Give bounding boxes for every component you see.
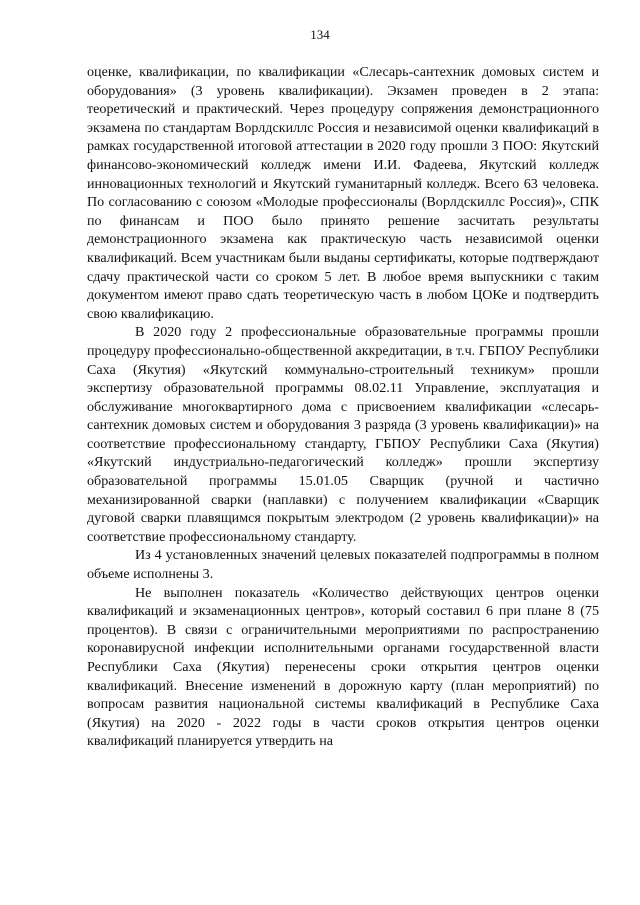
paragraph-unmet-indicator: Не выполнен показатель «Количество действующих центров оценки квалификаций и экзаменационных центров», который составил 6 при плане 8 (75 процентов). В связи с ограничительными мероприятиями по распространению коронавирусной инфекции исполнительными органами государственной власти Республики Саха (Якутия) перенесены сроки открытия центров оценки квалификаций. Внесение изменений в дорожную карту (план мероприятий) по вопросам развития национальной системы квалификаций в Республике Саха (Якутия) на 2020 - 2022 годы в части сроков открытия центров оценки квалификаций планируется утвердить на — [87, 584, 599, 750]
page-number: 134 — [310, 27, 330, 42]
paragraph-accreditation: В 2020 году 2 профессиональные образовательные программы прошли процедуру профессионально-общественной аккредитации, в т.ч. ГБПОУ Республики Саха (Якутия) «Якутский коммунально-строительный техникум» прошли экспертизу образовательной программы 08.02.11 Управление, эксплуатация и обслуживание многоквартирного дома с присвоением квалификации «слесарь-сантехник домовых систем и оборудования 3 разряда (3 уровень квалификации)» на соответствие профессиональному стандарту, ГБПОУ Республики Саха (Якутия) «Якутский индустриально-педагогический колледж» прошли экспертизу образовательной программы 15.01.05 Сварщик (ручной и частично механизированной сварки (наплавки) с получением квалификации «Сварщик дуговой сварки плавящимся покрытым электродом (2 уровень квалификации)» на соответствие профессиональному стандарту. — [87, 324, 599, 545]
paragraph-indicators-summary: Из 4 установленных значений целевых показателей подпрограммы в полном объеме исполнены 3. — [87, 547, 599, 583]
body-text — [87, 63, 599, 751]
paragraph-continuation: оценке, квалификации, по квалификации «Слесарь-сантехник домовых систем и оборудования» (3 уровень квалификации). Экзамен проведен в 2 этапа: теоретический и практический. Через процедуру сопряжения демонстрационного экзамена по стандартам Ворлдскиллс Россия и независимой оценки квалификаций в рамках государственной итоговой аттестации в 2020 году прошли 3 ПОО: Якутский финансово-экономический колледж имени И.И. Фадеева, Якутский колледж инновационных технологий и Якутский гуманитарный колледж. Всего 63 человека. По согласованию с союзом «Молодые профессионалы (Ворлдскиллс Россия)», СПК по финансам и ПОО было принято решение засчитать результаты демонстрационного экзамена как практическую часть независимой оценки квалификаций. Всем участникам были выданы сертификаты, которые подтверждают сдачу практической части со сроком 5 лет. В любое время выпускники с таким документом имеют право сдать теоретическую часть в любом ЦОКе и подтвердить свою квалификацию. — [87, 64, 599, 322]
